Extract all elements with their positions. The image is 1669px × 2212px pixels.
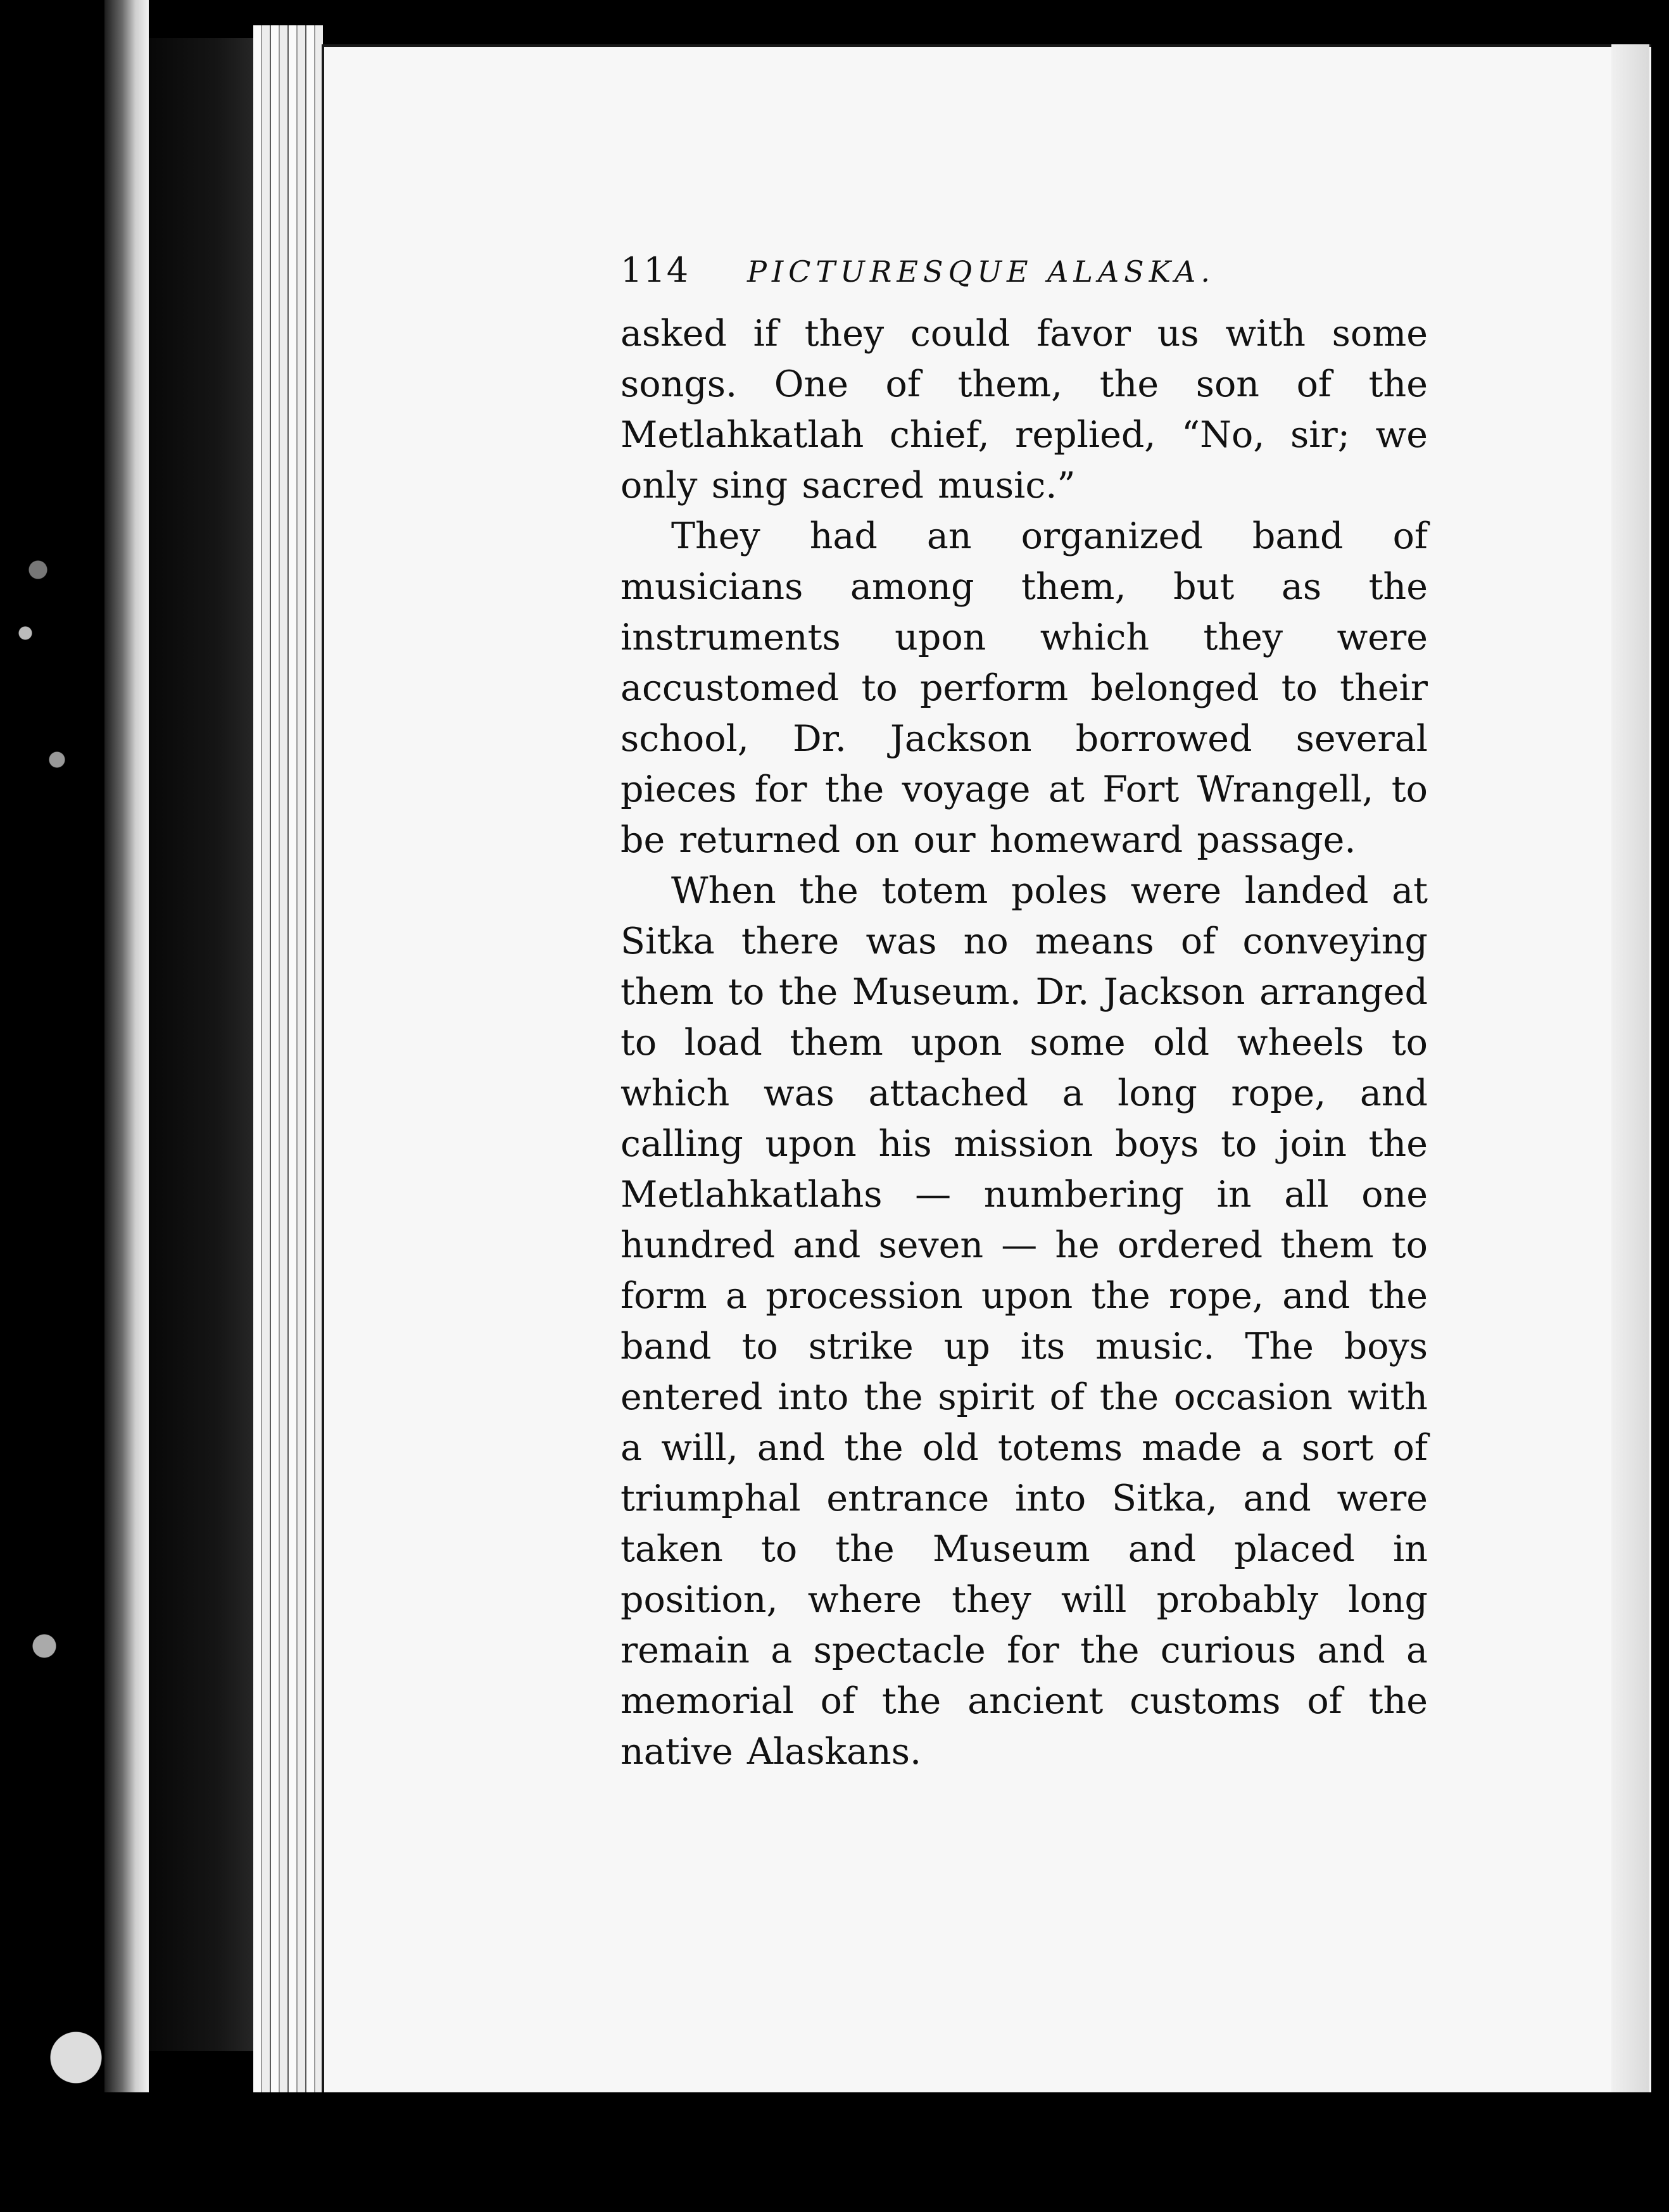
stacked-page-edges xyxy=(253,25,323,2102)
page-text xyxy=(620,250,1428,1777)
running-head xyxy=(620,250,1428,294)
top-dark-border xyxy=(158,0,1669,25)
paragraph-3: When the totem poles were landed at Sitka there was no means of conveying them to the Museum. Dr. Jackson arranged to load them upon some old wheels to which was attached a long rope, and calling upon his mission boys to join the Metlahkatlahs — numbering in all one hundred and seven — he ordered them to form a procession upon the rope, and the band to strike up its music. The boys entered into the spirit of the occasion with a will, and the old totems made a sort of triumphal entrance into Sitka, and were taken to the Museum and placed in position, where they will probably long remain a spectacle for the curious and a memorial of the ancient customs of the native Alaskans. xyxy=(620,870,1428,1773)
book-gutter-shadow xyxy=(149,38,263,2051)
page-number: 114 xyxy=(620,250,690,290)
book-spine-edge xyxy=(104,0,149,2102)
page-right-shade xyxy=(1611,44,1649,2092)
bottom-dark-border xyxy=(0,2092,1669,2212)
running-title: PICTURESQUE ALASKA. xyxy=(747,255,1216,289)
paragraph-1: asked if they could favor us with some songs. One of them, the son of the Metlahkatlah chief, replied, “No, sir; we only sing sacred music.” xyxy=(620,313,1428,506)
paragraph-2: They had an organized band of musicians among them, but as the instruments upon which they were accustomed to perform belonged to their school, Dr. Jackson borrowed several pieces for the voyage at Fort Wrangell, to be returned on our homeward passage. xyxy=(620,515,1428,861)
